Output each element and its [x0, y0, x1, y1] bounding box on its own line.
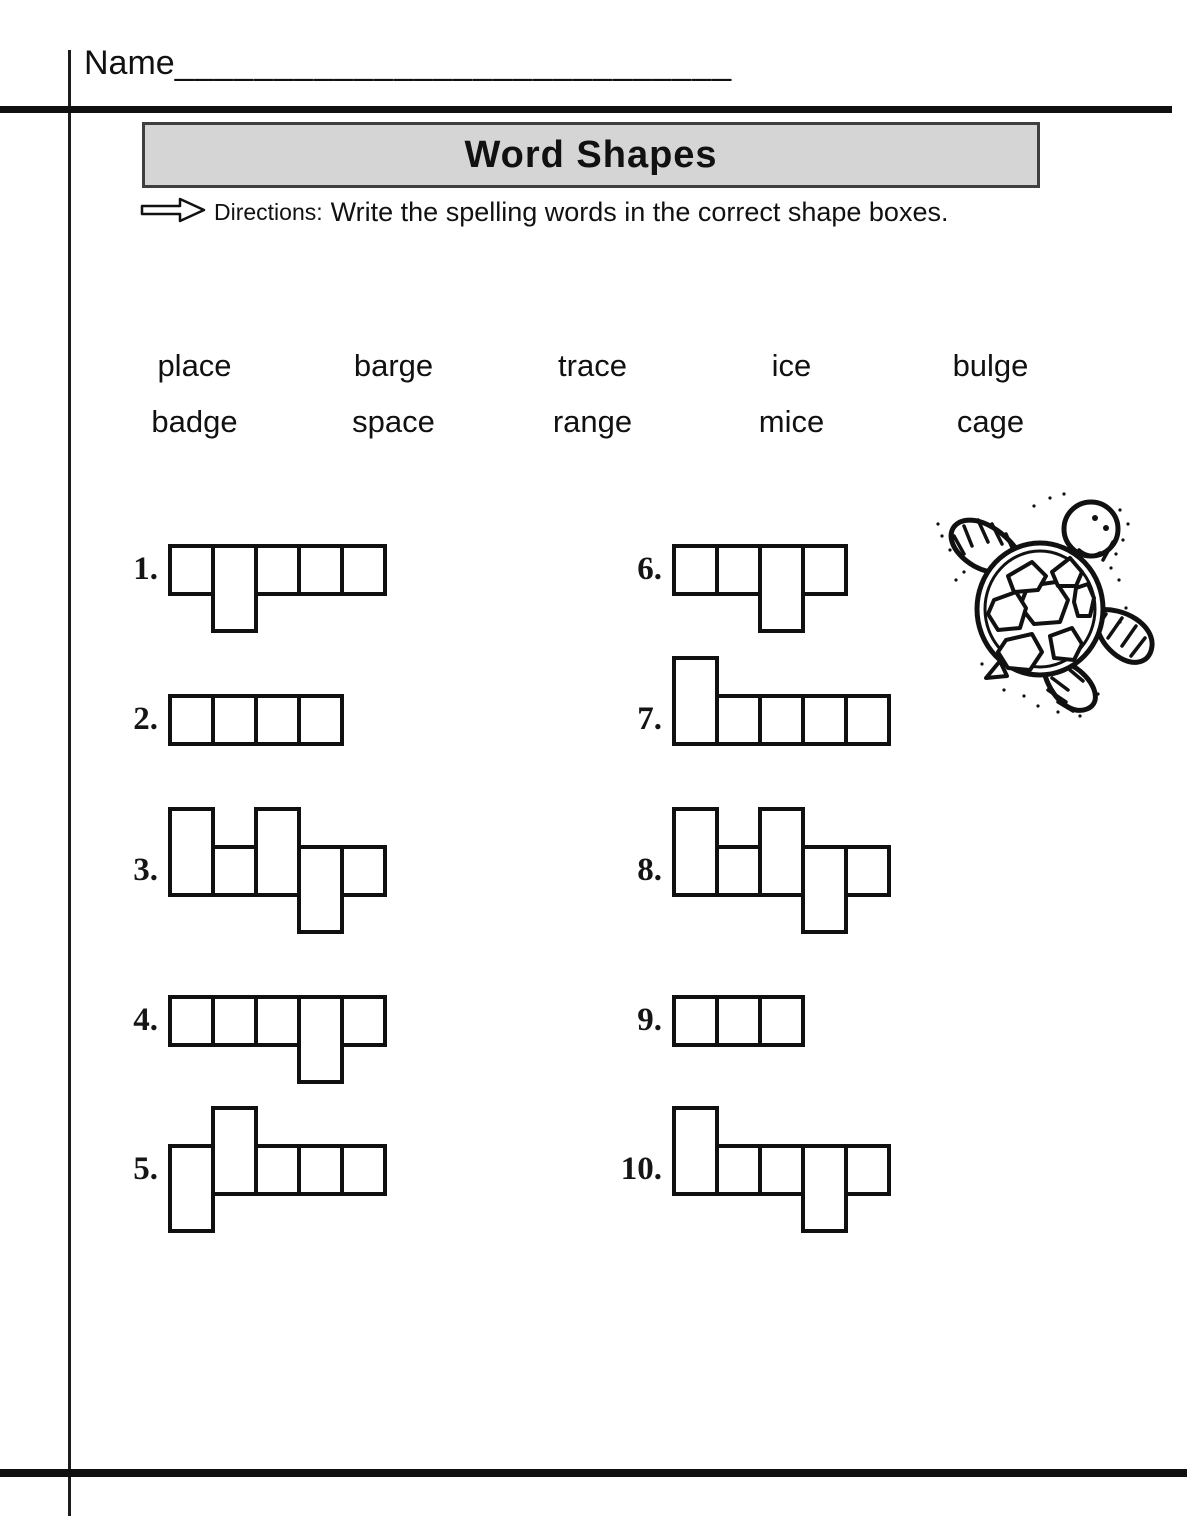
shape-number: 9.: [637, 1002, 662, 1038]
letter-box[interactable]: [168, 544, 215, 596]
name-label: Name: [84, 44, 175, 82]
letter-box[interactable]: [340, 1144, 387, 1196]
letter-box[interactable]: [168, 694, 215, 746]
word-bank-item: space: [352, 404, 435, 439]
letter-box[interactable]: [168, 807, 215, 897]
letter-box[interactable]: [297, 694, 344, 746]
directions-text: Write the spelling words in the correct shape boxes.: [330, 197, 949, 227]
letter-box[interactable]: [844, 845, 891, 897]
letter-box[interactable]: [254, 1144, 301, 1196]
letter-box[interactable]: [758, 544, 805, 633]
word-bank-item: cage: [956, 404, 1025, 439]
word-bank-item: range: [552, 404, 633, 439]
shape-number: 10.: [620, 1151, 662, 1187]
letter-box[interactable]: [672, 544, 719, 596]
turtle-clipart: [930, 480, 1164, 725]
letter-box[interactable]: [672, 1106, 719, 1196]
name-line[interactable]: ____________________________: [174, 44, 733, 82]
letter-box[interactable]: [211, 694, 258, 746]
letter-box[interactable]: [758, 995, 805, 1047]
shape-number: 8.: [637, 852, 662, 888]
letter-box[interactable]: [211, 995, 258, 1047]
shape-number: 6.: [637, 551, 662, 587]
letter-box[interactable]: [758, 807, 805, 897]
letter-box[interactable]: [340, 544, 387, 596]
shape-number: 3.: [133, 852, 158, 888]
page-title: Word Shapes: [464, 133, 718, 176]
shape-number: 5.: [133, 1151, 158, 1187]
letter-box[interactable]: [297, 544, 344, 596]
letter-box[interactable]: [758, 694, 805, 746]
letter-box[interactable]: [801, 694, 848, 746]
word-bank-item: ice: [771, 348, 812, 383]
word-bank-item: bulge: [952, 348, 1029, 383]
directions-label: Directions:: [214, 199, 323, 225]
word-bank-item: mice: [758, 404, 825, 439]
letter-box[interactable]: [168, 1144, 215, 1233]
letter-box[interactable]: [801, 544, 848, 596]
letter-box[interactable]: [254, 995, 301, 1047]
letter-box[interactable]: [801, 1144, 848, 1233]
letter-box[interactable]: [715, 1144, 762, 1196]
shape-number: 7.: [637, 701, 662, 737]
letter-box[interactable]: [211, 1106, 258, 1196]
shape-number: 2.: [133, 701, 158, 737]
letter-box[interactable]: [801, 845, 848, 934]
letter-box[interactable]: [844, 1144, 891, 1196]
letter-box[interactable]: [297, 1144, 344, 1196]
letter-box[interactable]: [715, 995, 762, 1047]
letter-box[interactable]: [340, 995, 387, 1047]
letter-box[interactable]: [844, 694, 891, 746]
letter-box[interactable]: [715, 845, 762, 897]
word-bank-item: badge: [151, 404, 238, 439]
word-bank-item: trace: [558, 348, 627, 383]
letter-box[interactable]: [758, 1144, 805, 1196]
letter-box[interactable]: [168, 995, 215, 1047]
letter-box[interactable]: [672, 995, 719, 1047]
shape-number: 4.: [133, 1002, 158, 1038]
letter-box[interactable]: [715, 544, 762, 596]
letter-box[interactable]: [340, 845, 387, 897]
word-bank-item: barge: [353, 348, 434, 383]
letter-box[interactable]: [254, 807, 301, 897]
letter-box[interactable]: [715, 694, 762, 746]
letter-box[interactable]: [211, 544, 258, 633]
shape-number: 1.: [133, 551, 158, 587]
letter-box[interactable]: [672, 807, 719, 897]
letter-box[interactable]: [297, 845, 344, 934]
letter-box[interactable]: [254, 694, 301, 746]
word-bank-item: place: [157, 348, 232, 383]
letter-box[interactable]: [254, 544, 301, 596]
letter-box[interactable]: [211, 845, 258, 897]
letter-box[interactable]: [672, 656, 719, 746]
letter-box[interactable]: [297, 995, 344, 1084]
